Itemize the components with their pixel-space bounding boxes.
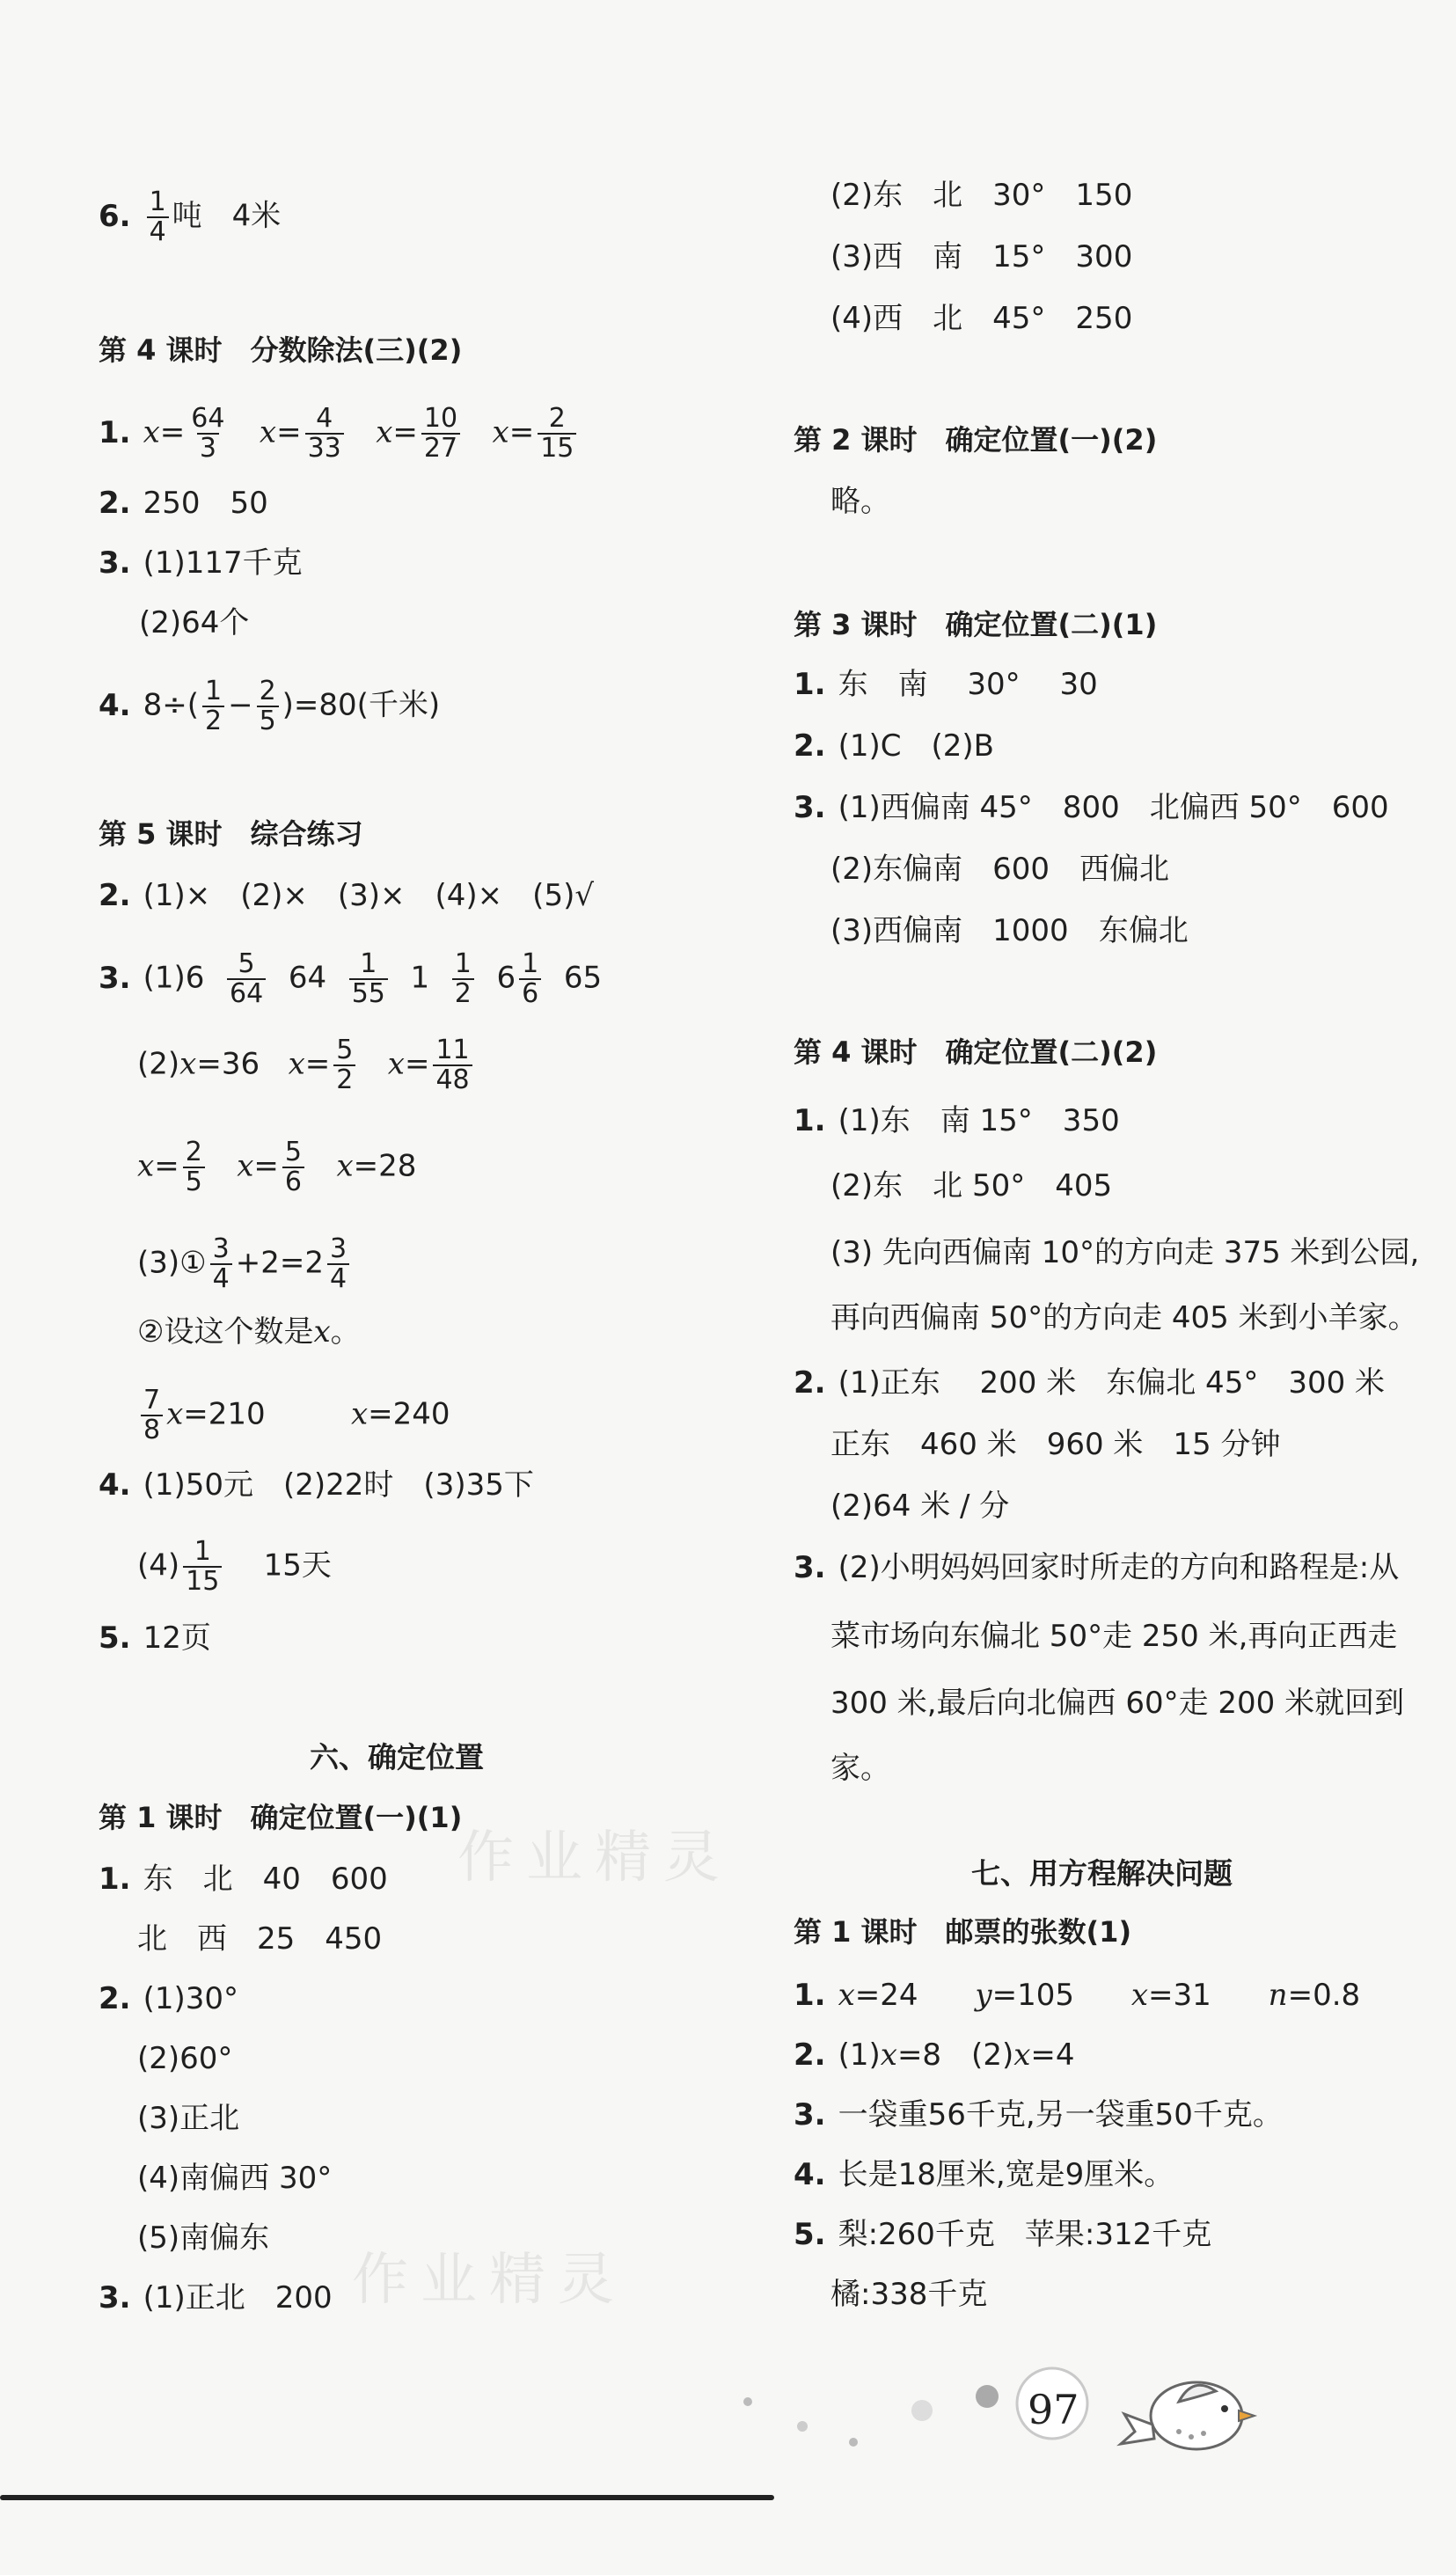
answer-4: 4. 8÷( $\frac{1}{2}$ − $\frac{2}{5}$ )=80(千米) bbox=[99, 676, 441, 736]
eq-2: 2. (1)x=8 (2)x=4 bbox=[794, 2037, 1075, 2073]
lesson-heading-6-4: 第 4 课时 确定位置(二)(2) bbox=[794, 1035, 1158, 1069]
fraction: $\frac{4}{33}$ bbox=[305, 405, 344, 463]
practice-4-4: (4) $\frac{1}{15}$ 15天 bbox=[137, 1536, 332, 1597]
loc-3-2: (2)东偏南 600 西偏北 bbox=[830, 852, 1170, 887]
fraction: $\frac{1}{15}$ bbox=[183, 1538, 222, 1596]
lesson-heading-6-3: 第 3 课时 确定位置(二)(1) bbox=[794, 608, 1158, 641]
fraction: $\frac{5}{6}$ bbox=[282, 1138, 304, 1196]
position-3-3: (3)西 南 15° 300 bbox=[830, 239, 1133, 274]
loc4-2b: 正东 460 米 960 米 15 分钟 bbox=[830, 1427, 1281, 1462]
practice-3-3c: $\frac{7}{8}$ x=210 x=240 bbox=[137, 1386, 450, 1445]
page-number: 97 bbox=[1028, 2386, 1079, 2433]
loc-1: 1. 东 南 30° 30 bbox=[794, 667, 1098, 702]
practice-3-2b: x= $\frac{2}{5}$ x= $\frac{5}{6}$ x=28 bbox=[137, 1137, 417, 1197]
position-2-5: (5)南偏东 bbox=[137, 2220, 270, 2256]
position-2-3: (3)正北 bbox=[137, 2101, 240, 2136]
loc4-1-2: (2)东 北 50° 405 bbox=[830, 1168, 1113, 1203]
answer-3: 3. (1)117千克 bbox=[99, 545, 303, 581]
fraction: $\frac{7}{8}$ bbox=[141, 1386, 163, 1445]
fraction: $\frac{1}{2}$ bbox=[452, 950, 474, 1008]
practice-4: 4. (1)50元 (2)22时 (3)35下 bbox=[99, 1467, 534, 1503]
answer-2: 2. 250 50 bbox=[99, 486, 268, 521]
position-3: 3. (1)正北 200 bbox=[99, 2280, 333, 2315]
fraction: $\frac{1}{55}$ bbox=[349, 950, 388, 1008]
position-2-2: (2)60° bbox=[137, 2041, 233, 2076]
eq-4: 4. 长是18厘米,宽是9厘米。 bbox=[794, 2157, 1174, 2192]
bird-icon bbox=[1121, 2382, 1255, 2449]
fraction: $\frac{1}{4}$ bbox=[147, 188, 169, 246]
lesson-heading-6-2: 第 2 课时 确定位置(一)(2) bbox=[794, 423, 1158, 457]
fraction: $\frac{2}{5}$ bbox=[183, 1138, 205, 1196]
practice-3: 3. (1)6 $\frac{5}{64}$ 64 $\frac{1}{55}$ 1 $\frac{1}{2}$ 6 $\frac{1}{6}$ 65 bbox=[99, 948, 603, 1009]
answer-6: 6. $\frac{1}{4}$ 吨 4米 bbox=[99, 187, 282, 247]
loc-3-3: (3)西偏南 1000 东偏北 bbox=[830, 913, 1189, 948]
fraction: $\frac{5}{64}$ bbox=[227, 950, 266, 1008]
fraction: $\frac{1}{2}$ bbox=[202, 677, 224, 735]
lesson-heading-4: 第 4 课时 分数除法(三)(2) bbox=[99, 333, 463, 367]
lesson-heading-6-1: 第 1 课时 确定位置(一)(1) bbox=[99, 1801, 463, 1834]
eq-5b: 橘:338千克 bbox=[830, 2277, 988, 2312]
loc4-3: 3. (2)小明妈妈回家时所走的方向和路程是:从 bbox=[794, 1550, 1400, 1585]
loc4-2-2: (2)64 米 / 分 bbox=[830, 1489, 1010, 1524]
eq-3: 3. 一袋重56千克,另一袋重50千克。 bbox=[794, 2097, 1283, 2132]
practice-3-3b: ②设这个数是x。 bbox=[137, 1314, 361, 1350]
loc4-1-3: (3) 先向西偏南 10°的方向走 375 米到公园, bbox=[830, 1235, 1420, 1270]
loc-3: 3. (1)西偏南 45° 800 北偏西 50° 600 bbox=[794, 790, 1389, 825]
fraction: $\frac{1}{6}$ bbox=[519, 950, 541, 1008]
omitted-note: 略。 bbox=[830, 484, 890, 519]
fraction: $\frac{11}{48}$ bbox=[433, 1036, 472, 1094]
position-2-4: (4)南偏西 30° bbox=[137, 2161, 333, 2196]
practice-2: 2. (1)× (2)× (3)× (4)× (5)√ bbox=[99, 878, 595, 913]
loc4-2: 2. (1)正东 200 米 东偏北 45° 300 米 bbox=[794, 1365, 1386, 1401]
watermark: 作业精灵 bbox=[352, 2248, 626, 2313]
watermark: 作业精灵 bbox=[457, 1825, 732, 1891]
position-1: 1. 东 北 40 600 bbox=[99, 1862, 388, 1897]
loc4-1-3b: 再向西偏南 50°的方向走 405 米到小羊家。 bbox=[830, 1300, 1418, 1335]
fraction: $\frac{64}{3}$ bbox=[191, 403, 225, 464]
fraction: $\frac{2}{15}$ bbox=[538, 405, 576, 463]
lesson-heading-5: 第 5 课时 综合练习 bbox=[99, 817, 363, 851]
practice-5: 5. 12页 bbox=[99, 1620, 211, 1656]
practice-3-2: (2)x=36 x= $\frac{5}{2}$ x= $\frac{11}{48}$ bbox=[137, 1036, 476, 1094]
lesson-heading-7-1: 第 1 课时 邮票的张数(1) bbox=[794, 1915, 1132, 1949]
practice-3-3: (3)① $\frac{3}{4}$ +2=2 $\frac{3}{4}$ bbox=[137, 1235, 353, 1293]
answer-3-2: (2)64个 bbox=[139, 605, 250, 640]
eq-1: 1. x=24 y=105 x=31 n=0.8 bbox=[794, 1978, 1361, 2013]
position-1b: 北 西 25 450 bbox=[137, 1921, 383, 1957]
section-title-6: 六、确定位置 bbox=[310, 1740, 484, 1774]
loc4-3c: 300 米,最后向北偏西 60°走 200 米就回到 bbox=[830, 1686, 1405, 1721]
loc-2: 2. (1)C (2)B bbox=[794, 728, 994, 764]
fraction: $\frac{10}{27}$ bbox=[421, 405, 460, 463]
bottom-rule bbox=[0, 2495, 774, 2500]
fraction: $\frac{3}{4}$ bbox=[327, 1235, 349, 1293]
answer-1: 1. x= $\frac{64}{3}$ x= $\frac{4}{33}$ x= $\frac{10}{27}$ x= $\frac{2}{15}$ bbox=[99, 405, 580, 463]
dots-and-bird-graphic bbox=[721, 2358, 1443, 2472]
position-3-4: (4)西 北 45° 250 bbox=[830, 301, 1133, 336]
position-3-2: (2)东 北 30° 150 bbox=[830, 178, 1133, 213]
fraction: $\frac{5}{2}$ bbox=[333, 1036, 355, 1094]
loc4-1: 1. (1)东 南 15° 350 bbox=[794, 1103, 1120, 1138]
loc4-3b: 菜市场向东偏北 50°走 250 米,再向正西走 bbox=[830, 1619, 1398, 1654]
fraction: $\frac{3}{4}$ bbox=[210, 1235, 232, 1293]
section-title-7: 七、用方程解决问题 bbox=[971, 1856, 1233, 1891]
eq-5: 5. 梨:260千克 苹果:312千克 bbox=[794, 2217, 1212, 2252]
fraction: $\frac{2}{5}$ bbox=[257, 677, 279, 735]
loc4-3d: 家。 bbox=[830, 1751, 890, 1786]
position-2: 2. (1)30° bbox=[99, 1981, 239, 2016]
